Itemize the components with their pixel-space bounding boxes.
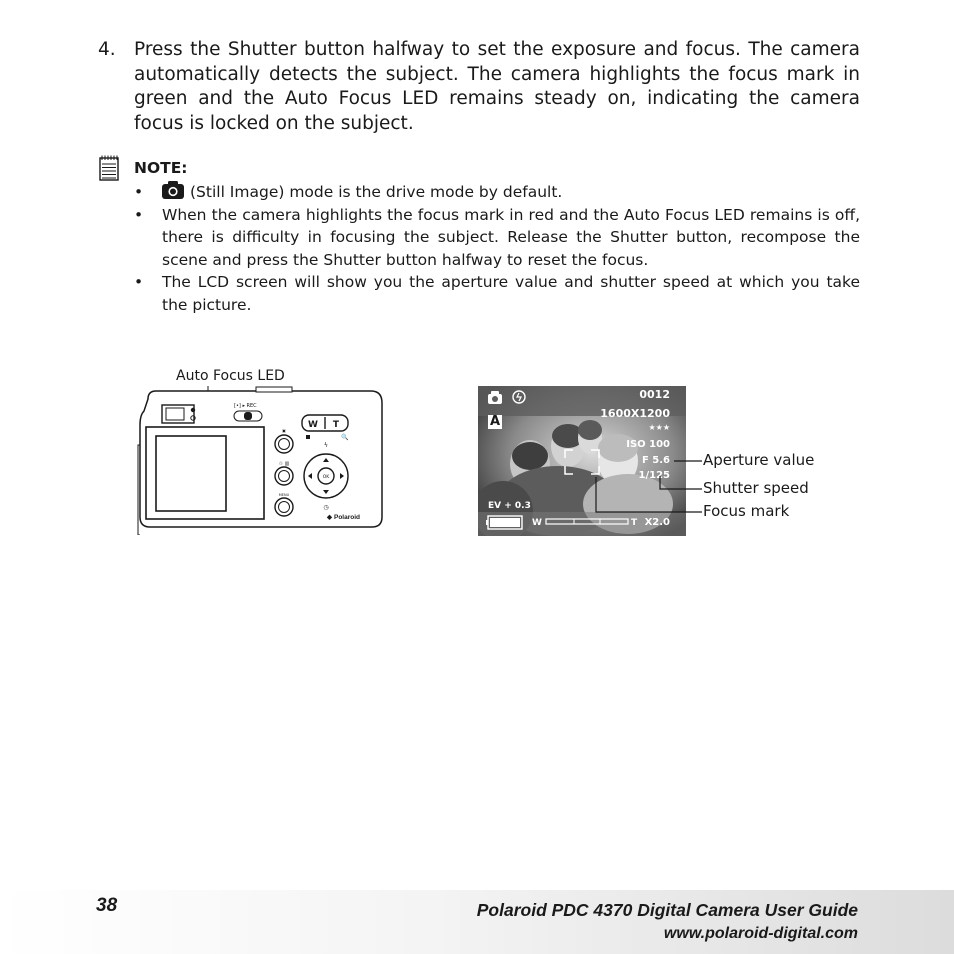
camera-brand-logo: Polaroid (334, 514, 361, 521)
lcd-iso: ISO 100 (626, 439, 670, 450)
svg-text:◆: ◆ (327, 514, 332, 521)
step-text: Press the Shutter button halfway to set the exposure and focus. The camera automatically detects the subject. The camera highlights the focus mark in green and the Auto Focus LED remains steady on, indicating the camera focus is locked on the subject. (134, 39, 860, 134)
lcd-zoom-value: X2.0 (644, 517, 670, 528)
focus-callout: Focus mark (703, 502, 790, 520)
zoom-w-button-label: W (308, 420, 318, 430)
lcd-shutter: 1/125 (638, 470, 670, 481)
lcd-ev: EV + 0.3 (488, 501, 531, 511)
menu-button-label: MENU (278, 493, 290, 497)
svg-text:[•] ▸ REC: [•] ▸ REC (234, 403, 257, 409)
page-number: 38 (96, 895, 118, 916)
svg-text:ϟ: ϟ (324, 442, 328, 449)
svg-text:◷: ◷ (323, 504, 329, 511)
lcd-counter: 0012 (639, 388, 670, 401)
zoom-t-button-label: T (332, 420, 340, 430)
aperture-callout: Aperture value (703, 451, 815, 469)
step-number: 4. (98, 39, 116, 60)
lcd-quality: ★★★ (648, 423, 670, 432)
ok-button-label: OK (322, 475, 330, 480)
note-item-text: (Still Image) mode is the drive mode by default. (190, 183, 563, 201)
svg-text:🔍: 🔍 (341, 434, 349, 441)
lcd-zoom-t: T (631, 518, 638, 528)
mode-letter: A (490, 414, 501, 429)
lcd-resolution: 1600X1200 (600, 407, 670, 420)
svg-text:▣: ▣ (282, 428, 286, 433)
bullet-dot: • (134, 183, 144, 201)
guide-title: Polaroid PDC 4370 Digital Camera User Guide (476, 900, 858, 920)
shutter-callout: Shutter speed (703, 479, 809, 497)
note-title: NOTE: (134, 159, 188, 177)
note-item-text: The LCD screen will show you the aperture value and shutter speed at which you take the picture. (162, 273, 860, 314)
lcd-zoom-w: W (532, 518, 542, 528)
lcd-aperture: F 5.6 (641, 455, 670, 466)
bullet-dot: • (134, 273, 144, 291)
guide-url: www.polaroid-digital.com (663, 925, 858, 942)
auto-focus-led-label: Auto Focus LED (176, 368, 285, 384)
bullet-dot: • (134, 205, 144, 224)
svg-text:♲ ▥: ♲ ▥ (278, 461, 290, 467)
note-item-text: When the camera highlights the focus mark in red and the Auto Focus LED remains is off, there is difficulty in focusing the subject. Release the Shutter button, recompose the scene and press the Shutter button halfway to reset the focus. (162, 205, 860, 269)
